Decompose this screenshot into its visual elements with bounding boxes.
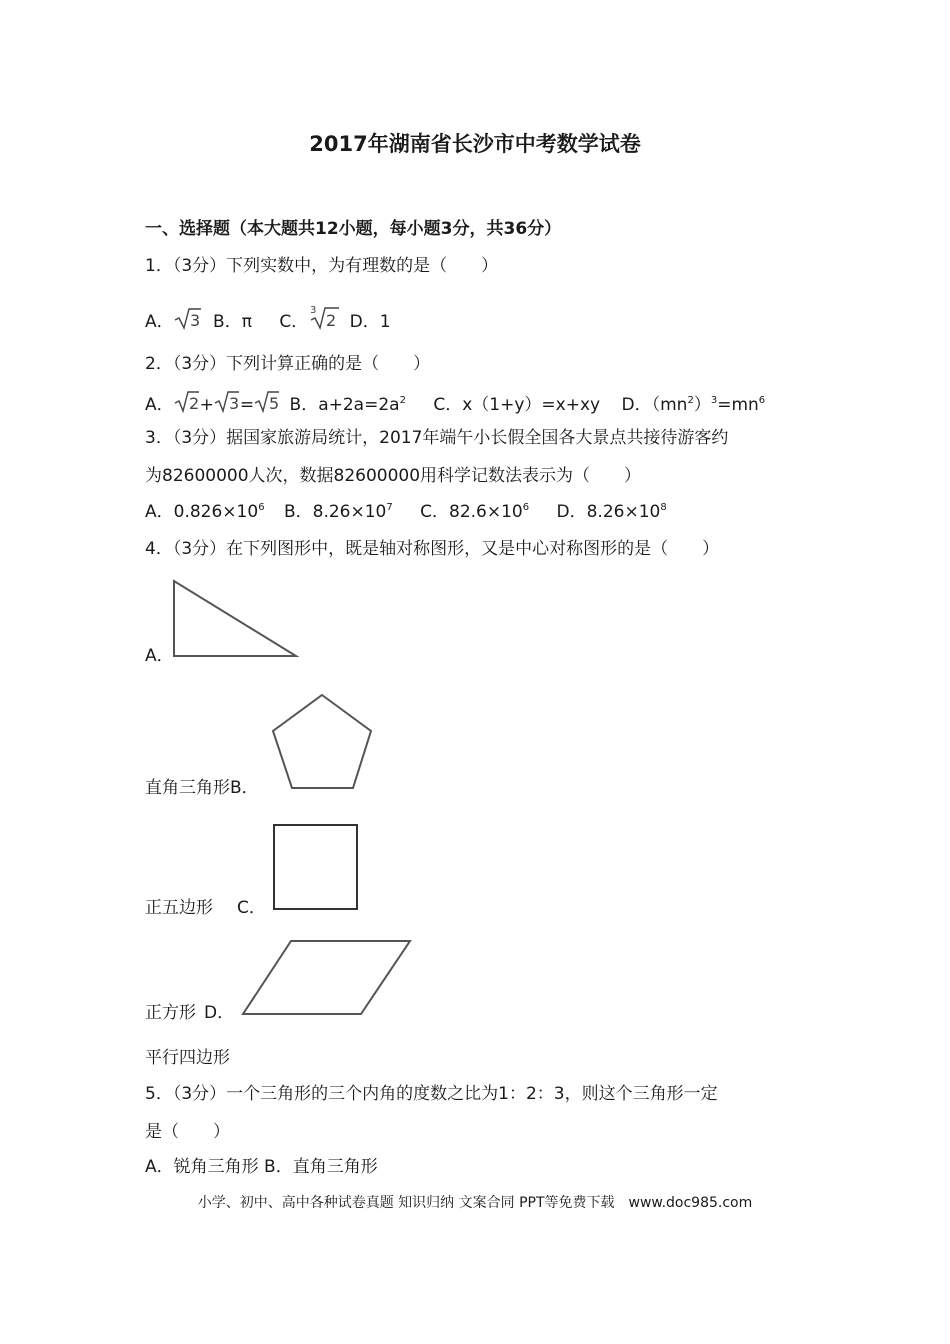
q3-b-exponent: 7 [386, 502, 393, 513]
question-3-options [145, 501, 667, 523]
cube-root-icon [308, 303, 340, 331]
q1-option-c-label: C． [279, 312, 309, 332]
q2-d-exponent-1: 2 [687, 395, 694, 406]
q1-option-a-label: A． [145, 312, 174, 332]
q3-option-d: D．8.26×10 [556, 502, 661, 522]
q2-a-equals: = [239, 395, 255, 415]
q3-option-c: C．82.6×10 [420, 502, 523, 522]
q2-a-radicand-2: 3 [228, 394, 240, 413]
q1-option-d: D．1 [349, 312, 391, 332]
question-5-line-2: 是（ ） [145, 1122, 230, 1142]
q4-caption-parallelogram: 平行四边形 [145, 1048, 230, 1068]
question-1-options [145, 303, 391, 333]
q4-option-d-line [145, 1002, 234, 1024]
question-4-stem: 4．（3分）在下列图形中，既是轴对称图形，又是中心对称图形的是（ ） [145, 539, 720, 559]
q3-option-b: B．8.26×10 [283, 502, 387, 522]
square-figure [272, 823, 360, 911]
q2-option-d-part3: =mn [717, 395, 759, 415]
right-triangle-figure [170, 578, 300, 660]
question-5-line-1: 5．（3分）一个三角形的三个内角的度数之比为1：2：3，则这个三角形一定 [145, 1084, 718, 1104]
q4-option-b-label: B． [230, 778, 259, 798]
question-3-line-2: 为82600000人次，数据82600000用科学记数法表示为（ ） [145, 466, 642, 486]
q2-b-exponent: 2 [399, 395, 406, 406]
question-3-line-1: 3．（3分）据国家旅游局统计，2017年端午小长假全国各大景点共接待游客约 [145, 428, 729, 448]
q4-caption-square: 正方形 [145, 1003, 196, 1023]
q2-a-radicand-1: 2 [188, 394, 199, 413]
sqrt-icon [174, 307, 202, 331]
q3-option-a: A．0.826×10 [145, 502, 259, 522]
page-title: 2017年湖南省长沙市中考数学试卷 [309, 132, 641, 156]
q3-a-exponent: 6 [258, 502, 265, 513]
q2-option-d-part1: D．（mn [621, 395, 688, 415]
q1-c-index: 3 [310, 305, 317, 316]
q3-c-exponent: 6 [522, 502, 530, 513]
q4-caption-pentagon: 正五边形 [145, 898, 213, 918]
sqrt-icon [214, 390, 240, 414]
q4-option-c-line [145, 897, 266, 919]
q1-c-radicand: 2 [326, 311, 337, 330]
q4-caption-right-triangle: 直角三角形 [145, 778, 230, 798]
parallelogram-figure [240, 938, 414, 1018]
q2-d-exponent-3: 6 [758, 395, 766, 406]
question-2-options [145, 390, 765, 416]
page-footer: 小学、初中、高中各种试卷真题 知识归纳 文案合同 PPT等免费下载 www.doc985.com [197, 1195, 753, 1211]
q2-option-b: B．a+2a=2a [289, 395, 400, 415]
q2-option-d-part2: ） [693, 395, 711, 415]
q2-option-c: C．x（1+y）=x+xy [433, 395, 601, 415]
q4-option-a-label: A． [145, 646, 174, 666]
q1-a-radicand: 3 [189, 311, 200, 330]
q2-d-exponent-2: 3 [710, 395, 718, 406]
q4-option-b-line [145, 777, 259, 799]
question-2-stem: 2．（3分）下列计算正确的是（ ） [145, 354, 431, 374]
question-5-options: A．锐角三角形 B．直角三角形 [145, 1157, 378, 1177]
q3-d-exponent: 8 [660, 502, 667, 513]
q4-option-c-label: C． [237, 898, 266, 918]
q4-option-d-label: D． [204, 1003, 235, 1023]
sqrt-icon [254, 390, 280, 414]
section-heading: 一、选择题（本大题共12小题，每小题3分，共36分） [145, 219, 562, 239]
q2-a-radicand-3: 5 [269, 394, 280, 413]
sqrt-icon [174, 390, 200, 414]
q2-option-a-label: A． [145, 395, 174, 415]
regular-pentagon-figure [270, 692, 374, 792]
question-1-stem: 1．（3分）下列实数中，为有理数的是（ ） [145, 256, 499, 276]
q2-a-plus: + [199, 395, 214, 415]
q1-option-b: B．π [213, 312, 252, 332]
